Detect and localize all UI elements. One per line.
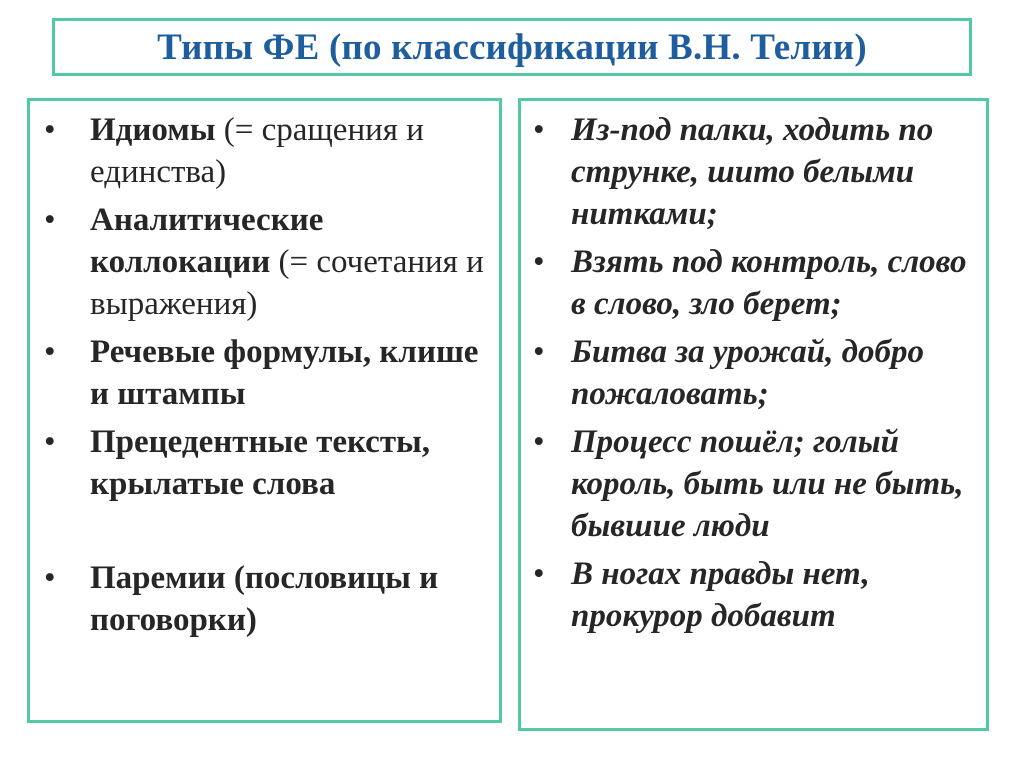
example-text: Из-под палки, ходить по струнке, шито белыми нитками;: [571, 112, 934, 232]
right-column-examples: [518, 98, 989, 731]
item-term: Прецедентные тексты, крылатые слова: [90, 424, 431, 502]
item-term: Идиомы: [90, 112, 216, 148]
list-item-idioms: [44, 109, 499, 193]
bullet-icon: •: [44, 112, 56, 148]
bullet-icon: •: [44, 424, 56, 460]
item-term: Паремии (пословицы и поговорки): [90, 560, 439, 638]
title-box: [52, 18, 972, 76]
example-text: Битва за урожай, добро пожаловать;: [571, 334, 924, 412]
example-text: Процесс пошёл; голый король, быть или не быть, бывшие люди: [571, 424, 964, 544]
list-item-precedent-texts: [44, 421, 499, 505]
list-item-collocations: [44, 199, 499, 325]
example-item-idioms: [533, 109, 986, 235]
bullet-icon: •: [533, 556, 545, 592]
item-note: (= сочетания и выражения): [90, 244, 484, 322]
types-list: [30, 101, 499, 641]
example-item-precedent: [533, 421, 986, 547]
bullet-icon: •: [44, 202, 56, 238]
left-column-types: [27, 98, 502, 723]
example-item-collocations: [533, 241, 986, 325]
bullet-icon: •: [44, 560, 56, 596]
slide-title: Типы ФЕ (по классификации В.Н. Телии): [157, 26, 867, 68]
bullet-icon: •: [44, 334, 56, 370]
example-text: Взять под контроль, слово в слово, зло берет;: [571, 244, 967, 322]
list-item-paremias: [44, 557, 499, 641]
example-item-paremias: [533, 553, 986, 637]
bullet-icon: •: [533, 244, 545, 280]
example-item-formulas: [533, 331, 986, 415]
bullet-icon: •: [533, 424, 545, 460]
item-term: Аналитические коллокации: [90, 202, 324, 280]
example-text: В ногах правды нет, прокурор добавит: [571, 556, 870, 634]
item-note: (= сращения и единства): [90, 112, 424, 190]
bullet-icon: •: [533, 112, 545, 148]
bullet-icon: •: [533, 334, 545, 370]
list-item-speech-formulas: [44, 331, 499, 415]
examples-list: [521, 101, 986, 637]
item-term: Речевые формулы, клише и штампы: [90, 334, 479, 412]
